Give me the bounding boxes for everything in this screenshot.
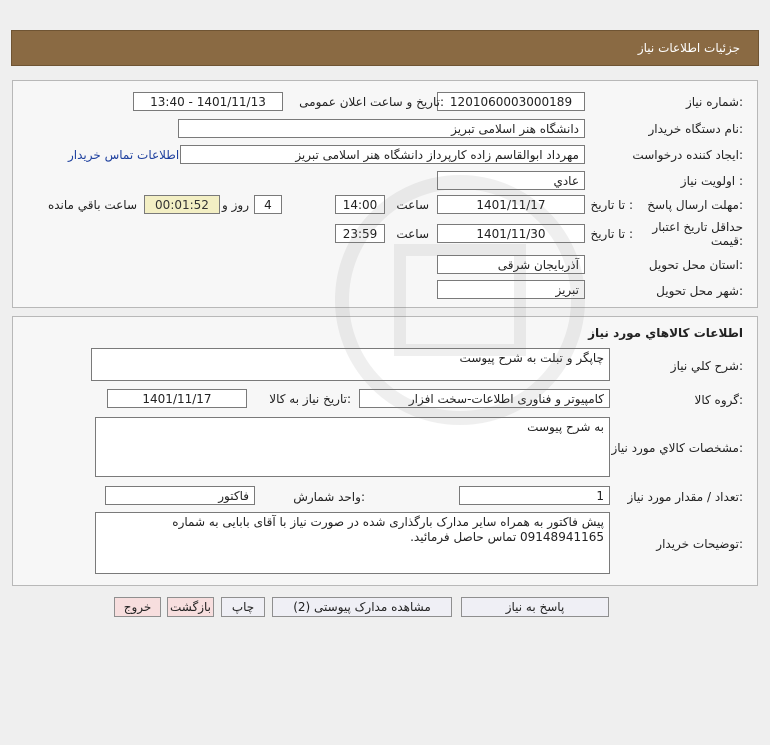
view-attachments-button[interactable]: مشاهده مدارک پیوستی (2) <box>272 597 452 617</box>
buyer-notes-field: پیش فاکتور به همراه سایر مدارک بارگذاری شده در صورت نیاز با آقای بابایی به شماره 09148941165 تماس حاصل فرمائید. <box>95 512 610 574</box>
deadline-time-label: ساعت <box>396 198 429 212</box>
validity-date-field: 1401/11/30 <box>437 224 585 243</box>
need-number-field: 1201060003000189 <box>437 92 585 111</box>
validity-label: حداقل تاریخ اعتبار قیمت: <box>652 220 743 248</box>
buyer-org-label: نام دستگاه خریدار: <box>648 122 743 136</box>
general-desc-field: چاپگر و تبلت به شرح پیوست <box>91 348 610 381</box>
deadline-to-date-label: تا تاریخ : <box>590 198 633 212</box>
buyer-contact-link[interactable]: اطلاعات تماس خریدار <box>68 148 180 162</box>
deadline-date-field: 1401/11/17 <box>437 195 585 214</box>
goods-section-title: اطلاعات کالاهاي مورد نياز <box>588 326 743 340</box>
buyer-notes-label: توضیحات خریدار: <box>656 537 743 551</box>
days-label: روز و <box>222 198 249 212</box>
validity-time-label: ساعت <box>396 227 429 241</box>
remaining-time-label: ساعت باقي مانده <box>47 198 137 212</box>
unit-label: واحد شمارش: <box>293 490 365 504</box>
buyer-org-field: دانشگاه هنر اسلامی تبریز <box>178 119 585 138</box>
reply-button[interactable]: پاسخ به نیاز <box>461 597 609 617</box>
need-details-panel <box>12 80 758 308</box>
priority-field: عادي <box>437 171 585 190</box>
specs-field: به شرح پیوست <box>95 417 610 477</box>
page-title: جزئیات اطلاعات نیاز <box>637 41 740 55</box>
city-label: شهر محل تحویل: <box>656 284 743 298</box>
announce-datetime-field: 1401/11/13 - 13:40 <box>133 92 283 111</box>
goods-panel <box>12 316 758 586</box>
city-field: تبریز <box>437 280 585 299</box>
remaining-time-field: 00:01:52 <box>144 195 220 214</box>
goods-group-field: کامپیوتر و فناوری اطلاعات-سخت افزار <box>359 389 610 408</box>
goods-group-label: گروه کالا: <box>694 393 743 407</box>
unit-field: فاکتور <box>105 486 255 505</box>
province-field: آذربایجان شرقی <box>437 255 585 274</box>
quantity-field: 1 <box>459 486 610 505</box>
priority-label: اولویت نیاز : <box>680 174 743 188</box>
validity-time-field: 23:59 <box>335 224 385 243</box>
need-date-field: 1401/11/17 <box>107 389 247 408</box>
need-number-label: شماره نیاز: <box>685 95 743 109</box>
creator-field: مهرداد ابوالقاسم زاده کارپرداز دانشگاه هنر اسلامی تبریز <box>180 145 585 164</box>
page-header <box>11 30 759 66</box>
exit-button[interactable]: خروج <box>114 597 161 617</box>
creator-label: ایجاد کننده درخواست: <box>632 148 743 162</box>
specs-label: مشخصات کالاي مورد نياز: <box>611 441 743 455</box>
quantity-label: تعداد / مقدار مورد نیاز: <box>627 490 743 504</box>
validity-to-date-label: تا تاریخ : <box>590 227 633 241</box>
back-button[interactable]: بازگشت <box>167 597 214 617</box>
need-date-label: تاریخ نیاز به کالا: <box>269 392 351 406</box>
deadline-time-field: 14:00 <box>335 195 385 214</box>
print-button[interactable]: چاپ <box>221 597 265 617</box>
days-remaining-field: 4 <box>254 195 282 214</box>
deadline-label: مهلت ارسال پاسخ: <box>647 198 743 212</box>
province-label: استان محل تحویل: <box>648 258 743 272</box>
general-desc-label: شرح کلي نياز: <box>670 359 743 373</box>
announce-datetime-label: تاریخ و ساعت اعلان عمومی: <box>299 95 444 109</box>
